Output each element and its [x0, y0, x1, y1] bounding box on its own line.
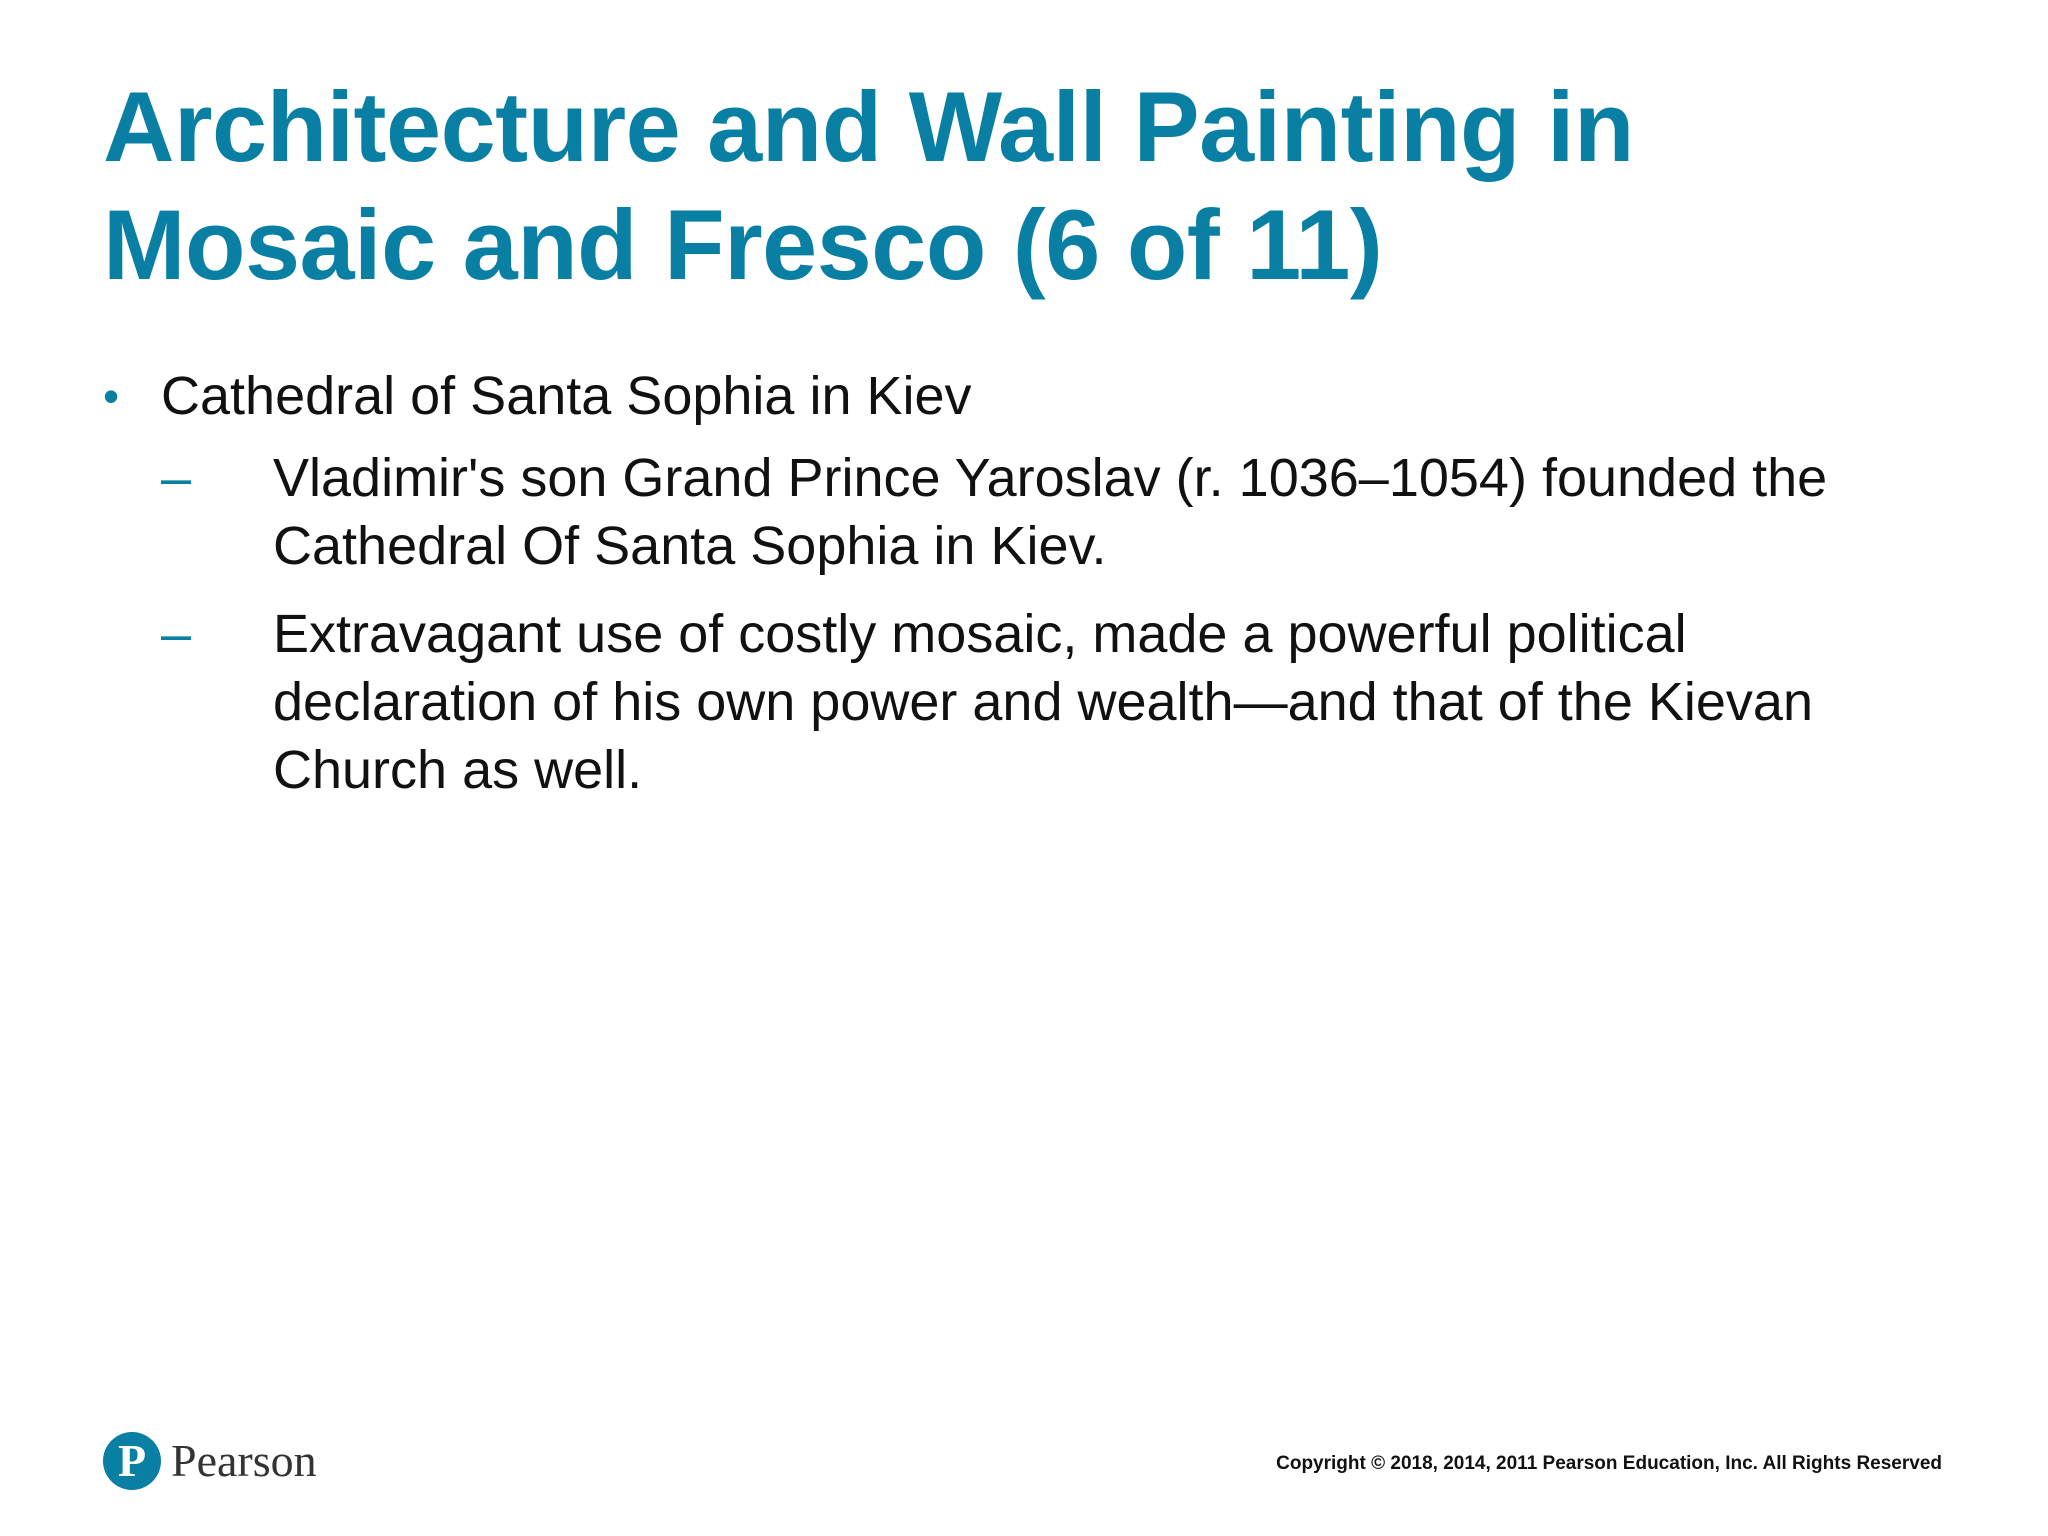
bullet-marker: •: [103, 370, 120, 422]
sub-bullet-line: Vladimir's son Grand Prince Yaroslav (r. 1036–1054) founded the: [273, 448, 1828, 508]
bullet-list: [103, 362, 1963, 824]
slide-title-line-1: Architecture and Wall Painting in: [103, 71, 1635, 182]
dash-marker: –: [161, 604, 192, 664]
pearson-logo-icon: P: [103, 1432, 161, 1490]
slide-title-line-2: Mosaic and Fresco (6 of 11): [103, 189, 1383, 300]
sub-bullet-line: Extravagant use of costly mosaic, made a powerful political: [273, 604, 1687, 664]
sub-bullet-line: Church as well.: [273, 740, 643, 800]
pearson-logo: [103, 1428, 317, 1494]
slide-title: [103, 68, 1903, 304]
sub-bullet-item: [161, 444, 1963, 580]
copyright-notice: Copyright © 2018, 2014, 2011 Pearson Education, Inc. All Rights Reserved: [1276, 1453, 1942, 1474]
sub-bullet-line: Cathedral Of Santa Sophia in Kiev.: [273, 516, 1107, 576]
sub-bullet-list: [161, 444, 1963, 804]
bullet-item: [103, 362, 1963, 804]
dash-marker: –: [161, 448, 192, 508]
pearson-wordmark: Pearson: [171, 1435, 317, 1486]
bullet-text: Cathedral of Santa Sophia in Kiev: [161, 366, 972, 426]
sub-bullet-item: [161, 600, 1963, 804]
sub-bullet-line: declaration of his own power and wealth—and that of the Kievan: [273, 672, 1813, 732]
